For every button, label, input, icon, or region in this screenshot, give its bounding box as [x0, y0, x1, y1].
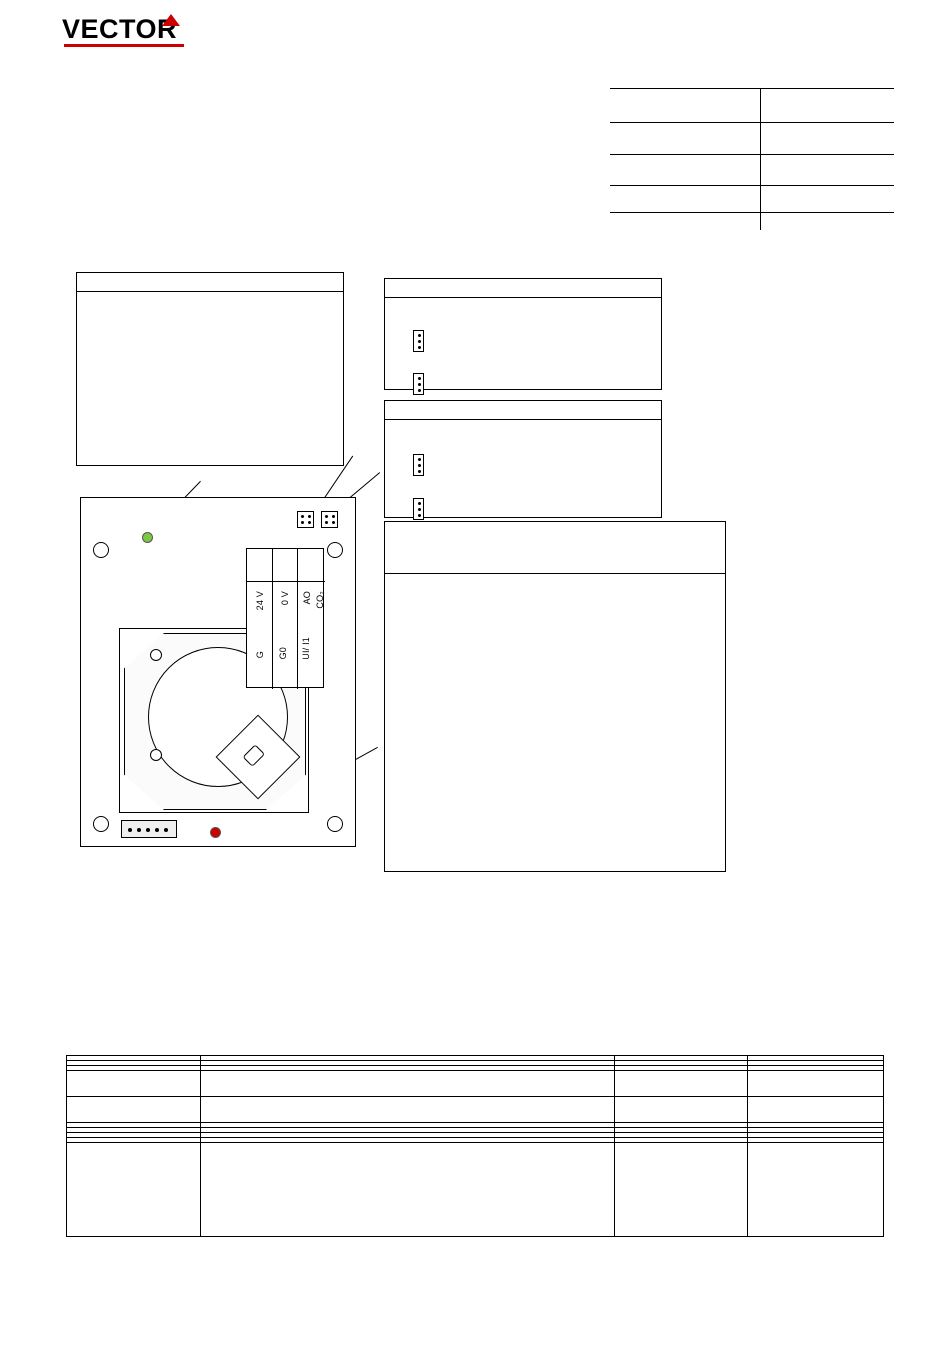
led-callout-box: [76, 272, 344, 466]
device-diagram: [80, 497, 356, 847]
cell-r10-c1: [67, 1143, 201, 1237]
terminal-block: [246, 548, 324, 688]
meta-rule-3: [610, 154, 894, 156]
plate-hole-top-left: [150, 649, 162, 661]
brand-logo-text: VECTOR: [62, 14, 178, 44]
retaining-clip-slot: [242, 744, 265, 767]
cell-r4-c1: [67, 1071, 201, 1097]
meta-divider: [760, 88, 761, 230]
cell-r10-c2: [201, 1143, 615, 1237]
jumper-callout-1-title: [385, 279, 661, 298]
jumper-icon-2a: [413, 454, 424, 476]
terminal-label-co2: CO₂: [315, 591, 325, 609]
jumper-callout-1-body: [385, 298, 661, 396]
brand-logo-triangle-icon: [162, 14, 180, 26]
terminal-label-24v: 24 V: [255, 591, 265, 611]
terminal-label-ao: AO: [302, 591, 312, 605]
led-callout-body: [77, 292, 343, 303]
terminal-label-g: G: [255, 651, 265, 659]
meta-rule-2: [610, 122, 894, 124]
info-callout-title: [385, 522, 725, 574]
meta-rule-1: [610, 88, 894, 90]
meta-rule-4: [610, 185, 894, 187]
led-callout-title: [77, 273, 343, 292]
cell-r10-c3: [615, 1143, 747, 1237]
terminal-label-ui-i1: UI/ I1: [301, 637, 311, 660]
terminal-divider-2: [297, 549, 298, 689]
terminal-divider-1: [272, 549, 273, 689]
terminal-label-0v: 0 V: [280, 591, 290, 606]
jumper-callout-box-2: [384, 400, 662, 518]
mounting-screw-top-right: [327, 542, 343, 558]
terminal-header-rule: [247, 581, 325, 582]
specification-table: [66, 1055, 884, 1237]
cell-r4-c3: [615, 1071, 747, 1097]
header-meta-table: [610, 88, 894, 230]
red-led: [210, 827, 221, 838]
board-jumper-right: [321, 511, 338, 528]
meta-rule-5: [610, 212, 894, 214]
mounting-screw-bottom-right: [327, 816, 343, 832]
jumper-icon-2b: [413, 498, 424, 520]
cell-r10-c4: [747, 1143, 883, 1237]
plate-hole-bottom-left: [150, 749, 162, 761]
jumper-icon-1a: [413, 330, 424, 352]
jumper-icon-1b: [413, 373, 424, 395]
table-row: [67, 1071, 884, 1097]
cell-r5-c1: [67, 1097, 201, 1123]
jumper-callout-2-body: [385, 420, 661, 524]
brand-logo: [62, 14, 262, 54]
info-callout-body: [385, 574, 725, 585]
terminal-label-g0: G0: [278, 647, 288, 660]
jumper-callout-box-1: [384, 278, 662, 390]
jumper-callout-2-title: [385, 401, 661, 420]
brand-logo-underline: [64, 44, 184, 47]
green-led: [142, 532, 153, 543]
service-connector: [121, 820, 177, 838]
cell-r4-c2: [201, 1071, 615, 1097]
board-jumper-left: [297, 511, 314, 528]
cell-r5-c2: [201, 1097, 615, 1123]
mounting-screw-bottom-left: [93, 816, 109, 832]
mounting-screw-top-left: [93, 542, 109, 558]
table-row: [67, 1143, 884, 1237]
cell-r4-c4: [747, 1071, 883, 1097]
info-callout-box: [384, 521, 726, 872]
table-row: [67, 1097, 884, 1123]
cell-r5-c3: [615, 1097, 747, 1123]
cell-r5-c4: [747, 1097, 883, 1123]
